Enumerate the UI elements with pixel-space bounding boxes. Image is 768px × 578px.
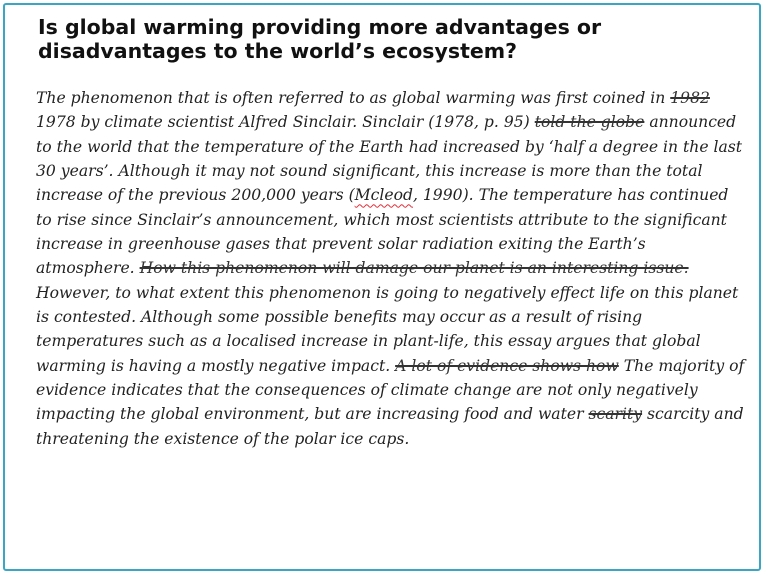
text-run: scarcity and threatening the existence of the polar ice caps.: [36, 405, 744, 448]
text-run: , 1990). The temperature has continued to rise since Sinclair’s announcement, which most scientists attribute to the significant increase in greenhouse gases that prevent solar radiation exiting the Earth’s atmosphere.: [36, 186, 729, 278]
spellcheck-flagged-word: Mcleod: [354, 186, 413, 205]
text-run: The phenomenon that is often referred to as global warming was first coined in: [36, 89, 671, 107]
struck-text: 1982: [670, 89, 710, 107]
text-run: However, to what extent this phenomenon is going to negatively effect life on this planet is contested. Although some possible benefits may occur as a result of rising temperatures such as a localised increase in plant-life, this essay argues that global warming is having a mostly negative impact.: [36, 283, 739, 375]
text-run: announced to the world that the temperature of the Earth had increased by ‘half a degree in the last 30 years’. Although it may not sound significant, this increase is more than the total increase of the previous 200,000 years (: [36, 113, 743, 205]
essay-title-line-1: Is global warming providing more advantages or: [38, 15, 602, 39]
essay-title: [38, 15, 738, 63]
essay-title-line-2: disadvantages to the world’s ecosystem?: [38, 39, 518, 63]
text-run: 1978 by climate scientist Alfred Sinclair. Sinclair (1978, p. 95): [36, 113, 535, 132]
text-run: The majority of evidence indicates that the consequences of climate change are not only negatively impacting the global environment, but are increasing food and water: [36, 356, 745, 424]
struck-text: scarity: [588, 405, 643, 424]
struck-text: A lot of evidence shows how: [395, 356, 619, 375]
essay-paragraph: [36, 86, 746, 451]
struck-text: How this phenomenon will damage our planet is an interesting issue.: [139, 259, 689, 278]
struck-text: told the globe: [534, 113, 645, 132]
